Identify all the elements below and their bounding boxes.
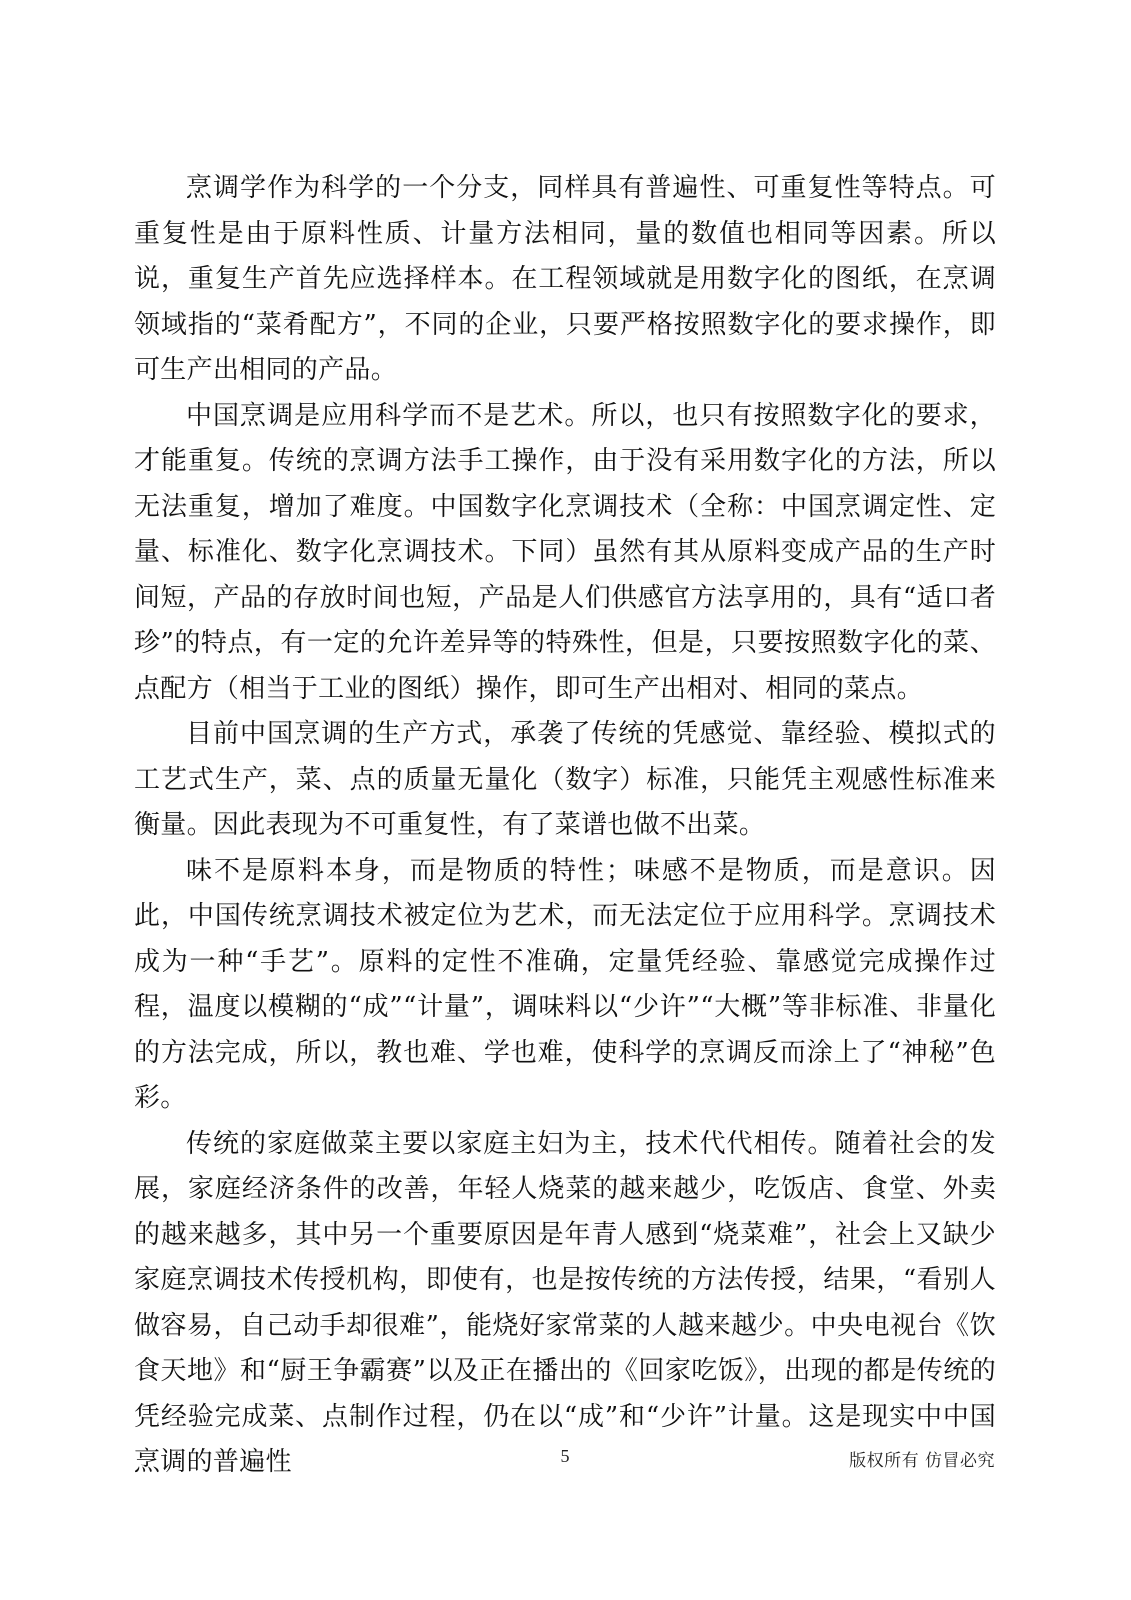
paragraph-5: 传统的家庭做菜主要以家庭主妇为主，技术代代相传。随着社会的发展，家庭经济条件的改善，年轻人烧菜的越来越少，吃饭店、食堂、外卖的越来越多，其中另一个重要原因是年青人感到“烧菜难”，社会上又缺少家庭烹调技术传授机构，即使有，也是按传统的方法传授，结果，“看别人做容易，自己动手却很难”，能烧好家常菜的人越来越少。中央电视台《饮食天地》和“厨王争霸赛”以及正在播出的《回家吃饭》，出现的都是传统的凭经验完成菜、点制作过程，仍在以“成”和“少许”计量。这是现实中中国烹调的普遍性 (134, 1128, 996, 1477)
paragraph-3: 目前中国烹调的生产方式，承袭了传统的凭感觉、靠经验、模拟式的工艺式生产，菜、点的质量无量化（数字）标准，只能凭主观感性标准来衡量。因此表现为不可重复性，有了菜谱也做不出菜。 (134, 719, 996, 840)
paragraph-2: 中国烹调是应用科学而不是艺术。所以，也只有按照数字化的要求，才能重复。传统的烹调方法手工操作，由于没有采用数字化的方法，所以无法重复，增加了难度。中国数字化烹调技术（全称：中国烹调定性、定量、标准化、数字化烹调技术。下同）虽然有其从原料变成产品的生产时间短，产品的存放时间也短，产品是人们供感官方法享用的，具有“适口者珍”的特点，有一定的允许差异等的特殊性，但是，只要按照数字化的菜、点配方（相当于工业的图纸）操作，即可生产出相对、相同的菜点。 (134, 400, 996, 704)
paragraph-4: 味不是原料本身，而是物质的特性；味感不是物质，而是意识。因此，中国传统烹调技术被定位为艺术，而无法定位于应用科学。烹调技术成为一种“手艺”。原料的定性不准确，定量凭经验、靠感觉完成操作过程，温度以模糊的“成”“计量”，调味料以“少许”“大概”等非标准、非量化的方法完成，所以，教也难、学也难，使科学的烹调反而涂上了“神秘”色彩。 (134, 855, 996, 1113)
body-text (134, 166, 996, 1486)
paragraph-1: 烹调学作为科学的一个分支，同样具有普遍性、可重复性等特点。可重复性是由于原料性质、计量方法相同，量的数值也相同等因素。所以说，重复生产首先应选择样本。在工程领域就是用数字化的图纸，在烹调领域指的“菜肴配方”，不同的企业，只要严格按照数字化的要求操作，即可生产出相同的产品。 (134, 173, 996, 385)
page-number: 5 (560, 1446, 570, 1466)
copyright-notice: 版权所有 仿冒必究 (849, 1451, 995, 1471)
